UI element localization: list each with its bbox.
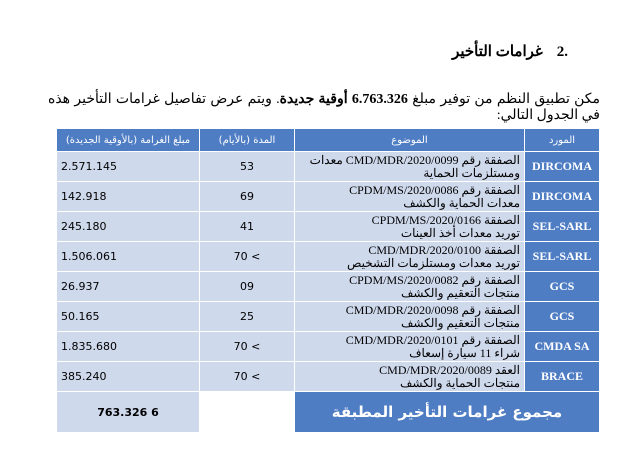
total-amount: 6 763.326 xyxy=(57,392,200,433)
table-row xyxy=(57,272,600,302)
table-row xyxy=(57,302,600,332)
table-row xyxy=(57,182,600,212)
duration-cell: 53 xyxy=(200,152,295,182)
table-row xyxy=(57,212,600,242)
subject-line-2: معدات الحماية والكشف xyxy=(403,195,520,210)
amount-cell: 26.937 xyxy=(57,272,200,302)
amount-cell: 142.918 xyxy=(57,182,200,212)
table-row xyxy=(57,152,600,182)
table-row xyxy=(57,242,600,272)
subject-line-1: الصفقة رقم 0098/CMD/MDR/2020 xyxy=(345,302,520,317)
subject-line-1: الصفقة رقم 0101/CMD/MDR/2020 xyxy=(345,332,520,347)
supplier-cell: DIRCOMA xyxy=(525,182,600,212)
subject-cell xyxy=(295,332,525,362)
supplier-cell: GCS xyxy=(525,272,600,302)
section-heading xyxy=(452,42,568,61)
duration-cell: 41 xyxy=(200,212,295,242)
header-subject: الموضوع xyxy=(295,129,525,152)
subject-line-2: توريد معدات أخذ العينات xyxy=(400,225,520,240)
supplier-cell: CMDA SA xyxy=(525,332,600,362)
subject-line-2: توريد معدات ومستلزمات التشخيص xyxy=(346,255,520,270)
subject-line-1: الصفقة رقم 0082/CPDM/MS/2020 xyxy=(349,272,520,287)
duration-cell: 25 xyxy=(200,302,295,332)
subject-cell xyxy=(295,362,525,392)
amount-cell: 50.165 xyxy=(57,302,200,332)
total-row xyxy=(57,392,600,433)
subject-cell xyxy=(295,182,525,212)
duration-cell: 09 xyxy=(200,272,295,302)
subject-line-2: منتجات التعقيم والكشف xyxy=(401,285,520,300)
duration-cell: 69 xyxy=(200,182,295,212)
supplier-cell: BRACE xyxy=(525,362,600,392)
supplier-cell: DIRCOMA xyxy=(525,152,600,182)
duration-cell: > 70 xyxy=(200,362,295,392)
subject-cell xyxy=(295,212,525,242)
subject-line-2: شراء 11 سيارة إسعاف xyxy=(409,345,520,360)
amount-cell: 385.240 xyxy=(57,362,200,392)
intro-amount: 6.763.326 أوقية جديدة xyxy=(279,92,408,107)
subject-line-1: الصفقة رقم 0099/CMD/MDR/2020 معدات xyxy=(309,152,520,167)
duration-cell: > 70 xyxy=(200,242,295,272)
header-amount: مبلغ الغرامة (بالأوقية الجديدة) xyxy=(57,129,200,152)
late-penalties-table xyxy=(56,128,600,433)
subject-line-1: الصفقة 0100/CMD/MDR/2020 xyxy=(368,242,520,257)
supplier-cell: SEL-SARL xyxy=(525,212,600,242)
total-label: مجموع غرامات التأخير المطبقة xyxy=(295,392,600,433)
amount-cell: 1.835.680 xyxy=(57,332,200,362)
intro-text-2: . ويتم عرض تفاصيل غرامات التأخير هذه في الجدول التالي: xyxy=(48,92,600,123)
subject-cell xyxy=(295,302,525,332)
intro-text-1: مكن تطبيق النظم من توفير مبلغ xyxy=(407,92,601,107)
subject-line-1: العقد 0089/CMD/MDR/2020 xyxy=(379,362,520,377)
subject-cell xyxy=(295,242,525,272)
subject-line-2: منتجات الحماية والكشف xyxy=(399,375,520,390)
intro-paragraph xyxy=(48,92,600,124)
subject-line-2: منتجات التعقيم والكشف xyxy=(401,315,520,330)
subject-line-2: ومستلزمات الحماية xyxy=(423,165,520,180)
subject-cell xyxy=(295,272,525,302)
section-title: غرامات التأخير xyxy=(452,44,543,60)
header-supplier: المورد xyxy=(525,129,600,152)
amount-cell: 245.180 xyxy=(57,212,200,242)
table-row xyxy=(57,332,600,362)
supplier-cell: SEL-SARL xyxy=(525,242,600,272)
section-number: .2 xyxy=(556,44,568,60)
subject-cell xyxy=(295,152,525,182)
supplier-cell: GCS xyxy=(525,302,600,332)
table-header-row xyxy=(57,129,600,152)
table-row xyxy=(57,362,600,392)
duration-cell: > 70 xyxy=(200,332,295,362)
subject-line-1: الصفقة 0166/CPDM/MS/2020 xyxy=(371,212,520,227)
amount-cell: 1.506.061 xyxy=(57,242,200,272)
subject-line-1: الصفقة رقم 0086/CPDM/MS/2020 xyxy=(349,182,520,197)
amount-cell: 2.571.145 xyxy=(57,152,200,182)
header-duration: المدة (بالأيام) xyxy=(200,129,295,152)
total-duration-cell xyxy=(200,392,295,433)
